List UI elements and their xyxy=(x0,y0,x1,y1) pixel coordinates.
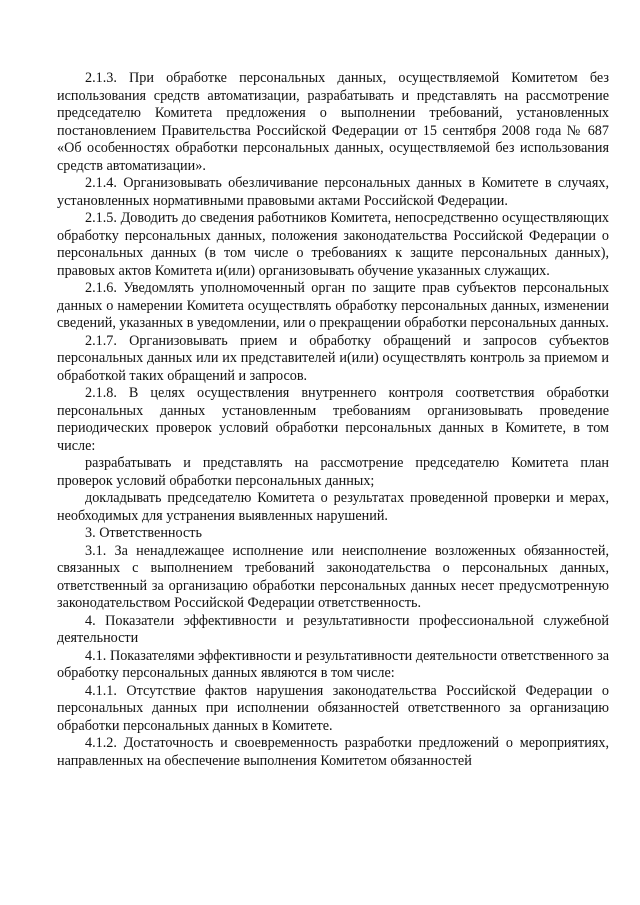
paragraph-3-1: 3.1. За ненадлежащее исполнение или неисполнение возложенных обязанностей, связанных с выполнением требований законодательства о персональных данных, ответственный за организацию обработки персональных данных несет предусмотренную законодательством Российской Федерации ответственность. xyxy=(57,542,609,611)
paragraph-2-1-4: 2.1.4. Организовывать обезличивание персональных данных в Комитете в случаях, установленных нормативными правовыми актами Российской Федерации. xyxy=(57,175,609,209)
section-heading-3: 3. Ответственность xyxy=(85,525,202,541)
paragraph-2-1-5: 2.1.5. Доводить до сведения работников Комитета, непосредственно осуществляющих обработку персональных данных, положения законодательства Российской Федерации о персональных данных (в том числе о требованиях к защите персональных данных), правовых актов Комитета и(или) организовывать обучение указанных служащих. xyxy=(57,210,609,279)
paragraph-2-1-6: 2.1.6. Уведомлять уполномоченный орган по защите прав субъектов персональных данных о намерении Комитета осуществлять обработку персональных данных, изменении сведений, указанных в уведомлении, или о прекращении обработки персональных данных. xyxy=(57,280,609,331)
paragraph-2-1-3: 2.1.3. При обработке персональных данных, осуществляемой Комитетом без использования средств автоматизации, разрабатывать и представлять на рассмотрение председателю Комитета предложения о выполнении требований, установленных постановлением Правительства Российской Федерации от 15 сентября 2008 года № 687 «Об особенностях обработки персональных данных, осуществляемой без использования средств автоматизации». xyxy=(57,70,609,174)
paragraph-2-1-8: 2.1.8. В целях осуществления внутреннего контроля соответствия обработки персональных данных установленным требованиям организовывать проведение периодических проверок условий обработки персональных данных в Комитете, в том числе: xyxy=(57,385,609,454)
paragraph-4-1-1: 4.1.1. Отсутствие фактов нарушения законодательства Российской Федерации о персональных данных при исполнении обязанностей ответственного за организацию обработки персональных данных в Комитете. xyxy=(57,682,609,734)
paragraph-2-1-8-item-report: докладывать председателю Комитета о результатах проведенной проверки и мерах, необходимых для устранения выявленных нарушений. xyxy=(57,490,609,524)
section-heading-4: 4. Показатели эффективности и результативности профессиональной служебной деятельности xyxy=(57,612,609,646)
paragraph-2-1-7: 2.1.7. Организовывать прием и обработку обращений и запросов субъектов персональных данных или их представителей и(или) осуществлять контроль за приемом и обработкой таких обращений и запросов. xyxy=(57,332,609,384)
paragraph-4-1: 4.1. Показателями эффективности и результативности деятельности ответственного за обработку персональных данных являются в том числе: xyxy=(57,647,609,681)
paragraph-4-1-2: 4.1.2. Достаточность и своевременность разработки предложений о мероприятиях, направленных на обеспечение выполнения Комитетом обязанностей xyxy=(57,735,609,769)
document-page xyxy=(57,70,609,770)
paragraph-2-1-8-item-plan: разрабатывать и представлять на рассмотрение председателю Комитета план проверок условий обработки персональных данных; xyxy=(57,455,609,489)
